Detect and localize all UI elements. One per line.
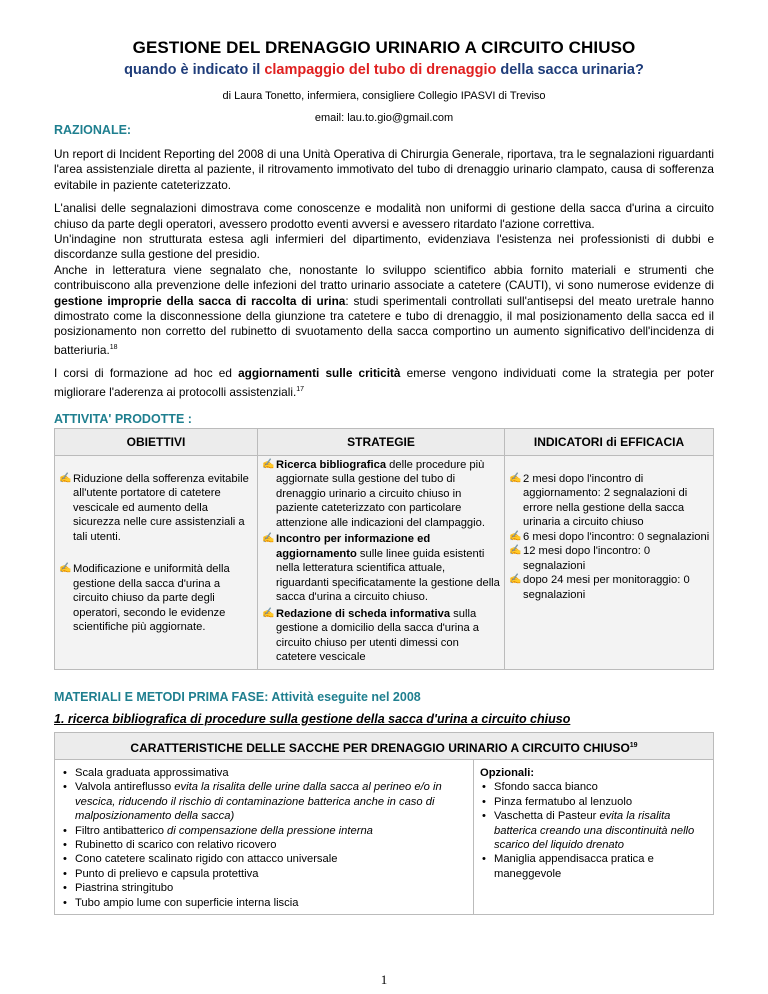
paragraph-text: L'analisi delle segnalazioni dimostrava come conoscenze e modalità non uniformi di gestione della sacca d'urina a circuito chiuso da parte degli operatori, avessero prodotto eventi avversi e avessero ritardato l'azione correttiva. [54,201,714,231]
list-item [509,472,711,530]
list-item [61,766,473,780]
optional-column [474,760,713,914]
pencil-bullet-icon: ✍ [59,563,72,575]
list-item [59,562,253,635]
author-line: di Laura Tonetto, infermiera, consigliere Collegio IPASVI di Treviso [222,90,546,102]
razionale-paragraph-3 [54,366,714,400]
list-item [480,795,707,809]
list-item [61,896,473,910]
pencil-bullet-icon: ✍ [262,607,275,619]
list-item [61,838,473,852]
list-item-text: sulla gestione a domicilio della sacca d'urina a circuito chiuso per utenti dimessi con catetere vescicale [276,607,480,664]
citation-ref: 18 [109,343,118,351]
column-header: STRATEGIE [258,428,505,455]
list-item [262,458,500,531]
pencil-bullet-icon: ✍ [509,545,522,557]
item-text: Cono catetere scalinato rigido con attacco universale [75,853,338,866]
razionale-paragraph-1: Un report di Incident Reporting del 2008 di una Unità Operativa di Chirurgia Generale, riportava, tra le segnalazioni riguardanti l'area assistenziale diretta al paziente, il ritrovamento immotivato del tubo di drenaggio urinario clampato, causa di sofferenza evitabile in paziente cateterizzato. [54,147,714,192]
item-text: Rubinetto di scarico con relativo ricovero [75,838,277,851]
optional-list [480,780,707,881]
item-text: Scala graduata approssimativa [75,766,229,779]
indicatori-cell [505,455,714,669]
list-item [61,824,473,838]
features-list [61,766,473,910]
page-number: 1 [380,972,388,987]
paragraph-text: I corsi di formazione ad hoc ed [54,366,239,381]
pencil-bullet-icon: ✍ [262,533,275,545]
strategie-cell [258,455,505,669]
ricerca-heading: 1. ricerca bibliografica di procedure sulla gestione della sacca d'urina a circuito chiuso [54,711,571,726]
document-subtitle [54,62,714,78]
citation-ref: 19 [629,741,638,749]
list-item [262,532,500,605]
pencil-bullet-icon: ✍ [59,472,72,484]
paragraph-text: : studi sperimentali controllati sull'antisepsi del meato uretrale hanno dimostrato come la disconnessione della giunzione tra catetere e tubo di drenaggio, il mal posizionamento della sacca ed il posizionamento non corretto del rubinetto di svuotamento della sacca comportino un aumento significativo dell'incidenza di batteriuria. [54,293,714,357]
paragraph-text: Anche in letteratura viene segnalato che, nonostante lo sviluppo scientifico abbia fornito materiali e strumenti che contribuiscono alla prevenzione delle infezioni del tratto urinario associate a catetere (CAUTI), vi sono numerose evidenze di [54,262,714,293]
indicatori-list [509,472,711,603]
column-header: OBIETTIVI [55,428,258,455]
list-item-bold: Incontro per informazione ed aggiornamento [276,533,431,560]
optional-heading: Opzionali: [480,766,535,779]
list-item [61,852,473,866]
list-item-text: dopo 24 mesi per monitoraggio: 0 segnalazioni [523,574,690,601]
paragraph-bold: gestione improprie della sacca di raccolta di urina [54,293,346,308]
item-text: Vaschetta di Pasteur [494,810,600,823]
item-text: Piastrina stringitubo [75,882,174,895]
list-item [61,867,473,881]
list-item [480,852,707,881]
list-item [262,607,500,665]
item-italic: evita la risalita delle urine dalla sacca al perineo e/o in vescica, riducendo il rischio di contaminazione batterica anche in caso di malposizionamento della sacca) [75,781,442,823]
item-text: Valvola antireflusso [75,781,175,794]
pencil-bullet-icon: ✍ [262,458,275,470]
item-text: Sfondo sacca bianco [494,781,598,794]
document-title: GESTIONE DEL DRENAGGIO URINARIO A CIRCUITO CHIUSO [132,38,636,57]
razionale-paragraph-2 [54,201,714,358]
pencil-bullet-icon: ✍ [509,530,522,542]
table-title-text: CARATTERISTICHE DELLE SACCHE PER DRENAGGIO URINARIO A CIRCUITO CHIUSO [130,740,630,755]
item-text: Pinza fermatubo al lenzuolo [494,795,633,808]
item-text: Filtro antibatterico [75,824,168,837]
item-italic: evita la risalita batterica creando una discontinuità nello scarico del liquido drenato [494,810,695,851]
citation-ref: 17 [296,385,305,393]
list-item [509,530,711,545]
paragraph-text: Un'indagine non strutturata estesa agli infermieri del dipartimento, evidenziava l'esistenza nei professionisti di dubbi e discordanze sulla gestione del presidio. [54,232,714,262]
list-item-text: 6 mesi dopo l'incontro: 0 segnalazioni [523,530,710,543]
caratteristiche-title [54,732,714,760]
list-item-text: sulle linee guida esistenti nella letteratura scientifica attuale, riguardanti specificatamente la gestione della sacca d'urina a circuito chiuso. [276,547,500,604]
list-item-text: Riduzione della sofferenza evitabile all'utente portatore di catetere vescicale ed aumento della sicurezza nelle cure assistenziali a tali utenti. [73,472,249,543]
list-item-text: Modificazione e uniformità della gestione della sacca d'urina a circuito chiuso da parte degli operatori, secondo le evidenze scientifiche più aggiornate. [73,563,230,634]
list-item [480,809,707,852]
list-item-text: 12 mesi dopo l'incontro: 0 segnalazioni [523,545,651,572]
subtitle-highlight: clampaggio del tubo di drenaggio [264,62,497,78]
list-item-bold: Ricerca bibliografica [276,458,387,471]
materiali-heading: MATERIALI E METODI PRIMA FASE: Attività eseguite nel 2008 [54,689,421,704]
item-text: Tubo ampio lume con superficie interna liscia [75,896,299,909]
obiettivi-cell [55,455,258,669]
email-line: email: lau.to.gio@gmail.com [314,112,454,124]
list-item [509,573,711,602]
caratteristiche-table [54,732,714,915]
list-item-text: 2 mesi dopo l'incontro di aggiornamento: 2 segnalazioni di errore nella gestione della sacca urinaria a circuito chiuso [523,472,688,529]
item-text: Maniglia appendisacca pratica e maneggevole [494,853,654,880]
list-item [509,544,711,573]
obiettivi-list [59,472,253,635]
list-item-text: delle procedure più aggiornate sulla gestione del tubo di drenaggio urinario a circuito chiuso in paziente cateterizzato con particolare attenzione alle indicazioni del clampaggio. [276,458,485,529]
list-item [61,780,473,823]
attivita-table [54,428,714,670]
list-item [480,780,707,794]
list-item-bold: Redazione di scheda informativa [276,607,451,620]
paragraph-text: emerse vengono individuati come la strategia per poter migliorare l'aderenza ai protocolli assistenziali. [54,366,714,399]
list-item [59,472,253,545]
item-italic: di compensazione della pressione interna [167,824,373,837]
paragraph-bold: aggiornamenti sulle criticità [238,366,401,381]
subtitle-part: quando è indicato il [124,62,265,78]
razionale-heading: RAZIONALE: [54,123,132,137]
pencil-bullet-icon: ✍ [509,472,522,484]
features-column [55,760,474,914]
pencil-bullet-icon: ✍ [509,574,522,586]
list-item [61,881,473,895]
document-page [54,38,714,915]
strategie-list [262,458,500,665]
caratteristiche-body [54,760,714,915]
item-text: Punto di prelievo e capsula protettiva [75,867,259,880]
attivita-heading: ATTIVITA' PRODOTTE : [54,411,192,426]
subtitle-part: della sacca urinaria? [496,62,644,78]
column-header: INDICATORI di EFFICACIA [505,428,714,455]
